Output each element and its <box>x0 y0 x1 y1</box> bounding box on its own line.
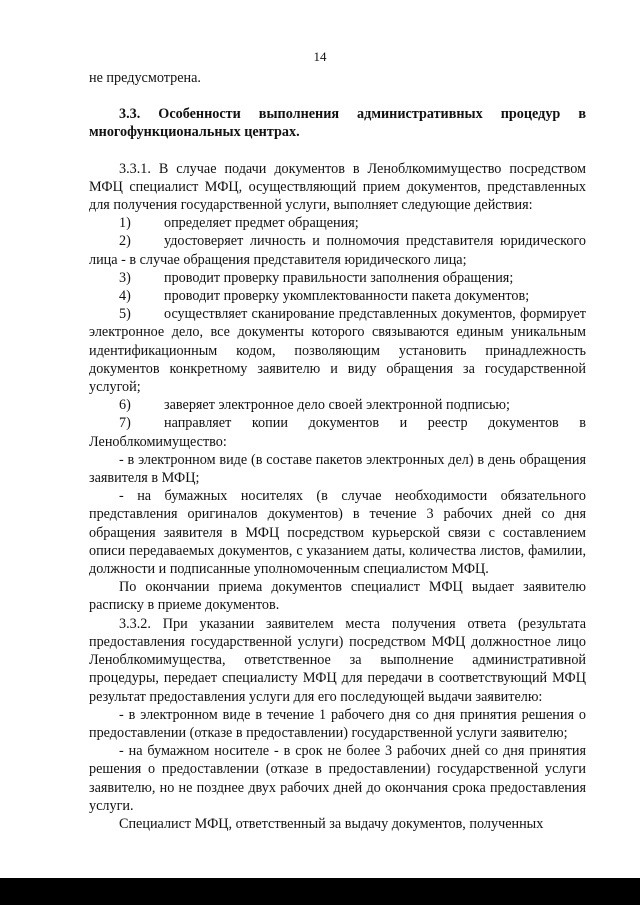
list-item-text: заверяет электронное дело своей электронной подписью; <box>164 397 510 414</box>
paragraph-electronic-result: - в электронном виде в течение 1 рабочего дня со дня принятия решения о предоставлении (отказе в предоставлении) государственной услуги заявителю; <box>89 706 586 741</box>
paragraph-mfc-specialist: Специалист МФЦ, ответственный за выдачу документов, полученных <box>119 815 544 832</box>
list-item-number: 6) <box>119 397 131 414</box>
list-item <box>89 214 586 232</box>
paragraph-3-3-1: 3.3.1. В случае подачи документов в Леноблкомимущество посредством МФЦ специалист МФЦ, осуществляющий прием документов, представленных для получения государственной услуги, выполняет следующие действия: <box>89 160 586 214</box>
list-item-text: осуществляет сканирование представленных документов, формирует электронное дело, все документы которого связываются единым уникальным идентификационным кодом, позволяющим установить принадлежность документов конкретному заявителю и виду обращения за государственной услугой; <box>89 306 586 396</box>
paragraph-3-3-2: 3.3.2. При указании заявителем места получения ответа (результата предоставления государственной услуги) посредством МФЦ должностное лицо Леноблкомимущества, ответственное за выполнение административной процедуры, передает специалисту МФЦ для передачи в соответствующий МФЦ результат предоставления услуги для его последующей выдачи заявителю: <box>89 615 586 705</box>
list-item-number: 7) <box>119 415 131 432</box>
paragraph-receipt: По окончании приема документов специалист МФЦ выдает заявителю расписку в приеме документов. <box>89 579 586 614</box>
list-item <box>89 232 586 268</box>
list-item <box>89 287 586 305</box>
list-item-number: 3) <box>119 269 131 286</box>
paragraph-paper-result: - на бумажном носителе - в срок не более 3 рабочих дней со дня принятия решения о предоставлении (отказе в предоставлении) государственной услуги заявителю, но не позднее двух рабочих дней до окончания срока предоставления услуги. <box>89 743 586 814</box>
document-body <box>89 69 586 833</box>
paragraph-electronic-form: - в электронном виде (в составе пакетов электронных дел) в день обращения заявителя в МФЦ; <box>89 451 586 487</box>
list-item-text: проводит проверку укомплектованности пакета документов; <box>164 288 530 305</box>
list-item-number: 1) <box>119 215 131 232</box>
page-number: 14 <box>313 49 327 64</box>
list-item-text: удостоверяет личность и полномочия представителя юридического лица - в случае обращения представителя юридического лица; <box>89 233 586 268</box>
list-item-number: 5) <box>119 306 131 323</box>
action-list <box>89 214 586 451</box>
list-item <box>89 396 586 414</box>
list-item-number: 2) <box>119 233 131 250</box>
list-item-text: определяет предмет обращения; <box>164 215 359 232</box>
paragraph-continuation: не предусмотрена. <box>89 70 201 86</box>
list-item <box>89 414 586 450</box>
list-item <box>89 305 586 396</box>
list-item <box>89 269 586 287</box>
list-item-number: 4) <box>119 288 131 305</box>
paragraph-paper-form: - на бумажных носителях (в случае необходимости обязательного представления оригиналов документов) в течение 3 рабочих дней со дня обращения заявителя в МФЦ посредством курьерской связи с составлением описи передаваемых документов, с указанием даты, количества листов, фамилии, должности и подписанные уполномоченным специалистом МФЦ. <box>89 488 586 578</box>
list-item-text: направляет копии документов и реестр документов в Леноблкомимущество: <box>89 415 586 450</box>
scan-bottom-edge <box>0 878 640 905</box>
list-item-text: проводит проверку правильности заполнения обращения; <box>164 269 514 286</box>
section-heading: 3.3. Особенности выполнения административных процедур в многофункциональных центрах. <box>89 106 586 141</box>
